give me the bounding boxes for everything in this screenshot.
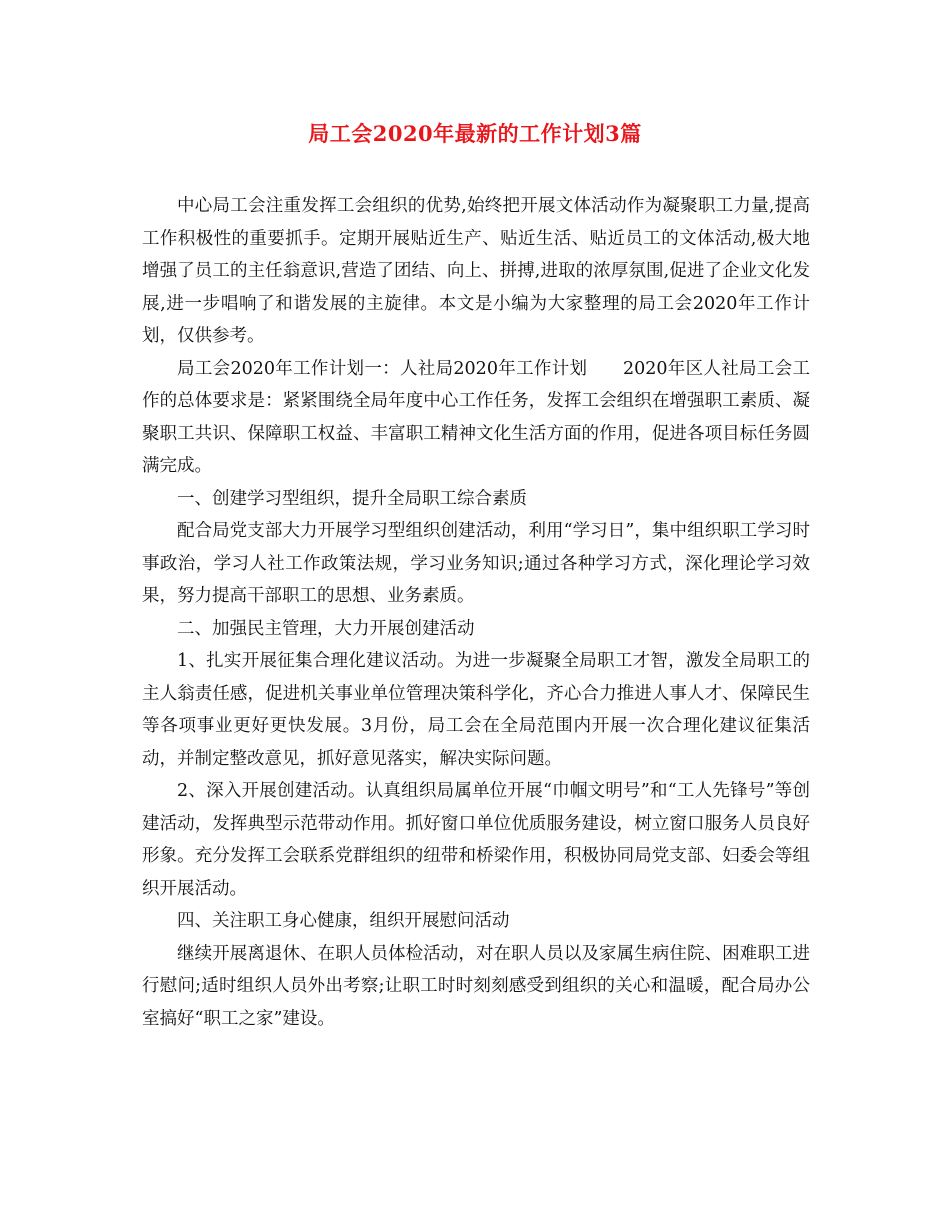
paragraph-care: 继续开展离退休、在职人员体检活动，对在职人员以及家属生病住院、困难职工进行慰问;适时组织人员外出考察;让职工时时刻刻感受到组织的关心和温暖，配合局办公室搞好“职工之家”建设。 (142, 943, 810, 1029)
paragraph-item-1: 1、扎实开展征集合理化建议活动。为进一步凝聚全局职工才智，激发全局职工的主人翁责任感，促进机关事业单位管理决策科学化，齐心合力推进人事人才、保障民生等各项事业更好更快发展。3月份，局工会在全局范围内开展一次合理化建议征集活动，并制定整改意见，抓好意见落实，解决实际问题。 (142, 651, 810, 769)
document-body (142, 190, 810, 1035)
section-heading-4: 四、关注职工身心健康，组织开展慰问活动 (177, 911, 510, 931)
paragraph-learning: 配合局党支部大力开展学习型组织创建活动，利用“学习日”，集中组织职工学习时事政治，学习人社工作政策法规，学习业务知识;通过各种学习方式，深化理论学习效果，努力提高干部职工的思想、业务素质。 (142, 521, 810, 606)
paragraph-item-2: 2、深入开展创建活动。认真组织局属单位开展“巾帼文明号”和“工人先锋号”等创建活动，发挥典型示范带动作用。抓好窗口单位优质服务建设，树立窗口服务人员良好形象。充分发挥工会联系党群组织的纽带和桥梁作用，积极协同局党支部、妇委会等组织开展活动。 (142, 781, 810, 899)
section-heading-2: 二、加强民主管理，大力开展创建活动 (177, 618, 475, 639)
paragraph-plan-one: 局工会2020年工作计划一：人社局2020年工作计划 2020年区人社局工会工作的总体要求是：紧紧围绕全局年度中心工作任务，发挥工会组织在增强职工素质、凝聚职工共识、保障职工权益、丰富职工精神文化生活方面的作用，促进各项目标任务圆满完成。 (142, 358, 810, 476)
section-heading-1: 一、创建学习型组织，提升全局职工综合素质 (177, 488, 527, 509)
paragraph-intro: 中心局工会注重发挥工会组织的优势,始终把开展文体活动作为凝聚职工力量,提高工作积极性的重要抓手。定期开展贴近生产、贴近生活、贴近员工的文体活动,极大地增强了员工的主任翁意识,营造了团结、向上、拼搏,进取的浓厚氛围,促进了企业文化发展,进一步唱响了和谐发展的主旋律。本文是小编为大家整理的局工会2020年工作计划，仅供参考。 (142, 196, 810, 346)
document-title: 局工会2020年最新的工作计划3篇 (308, 121, 642, 146)
